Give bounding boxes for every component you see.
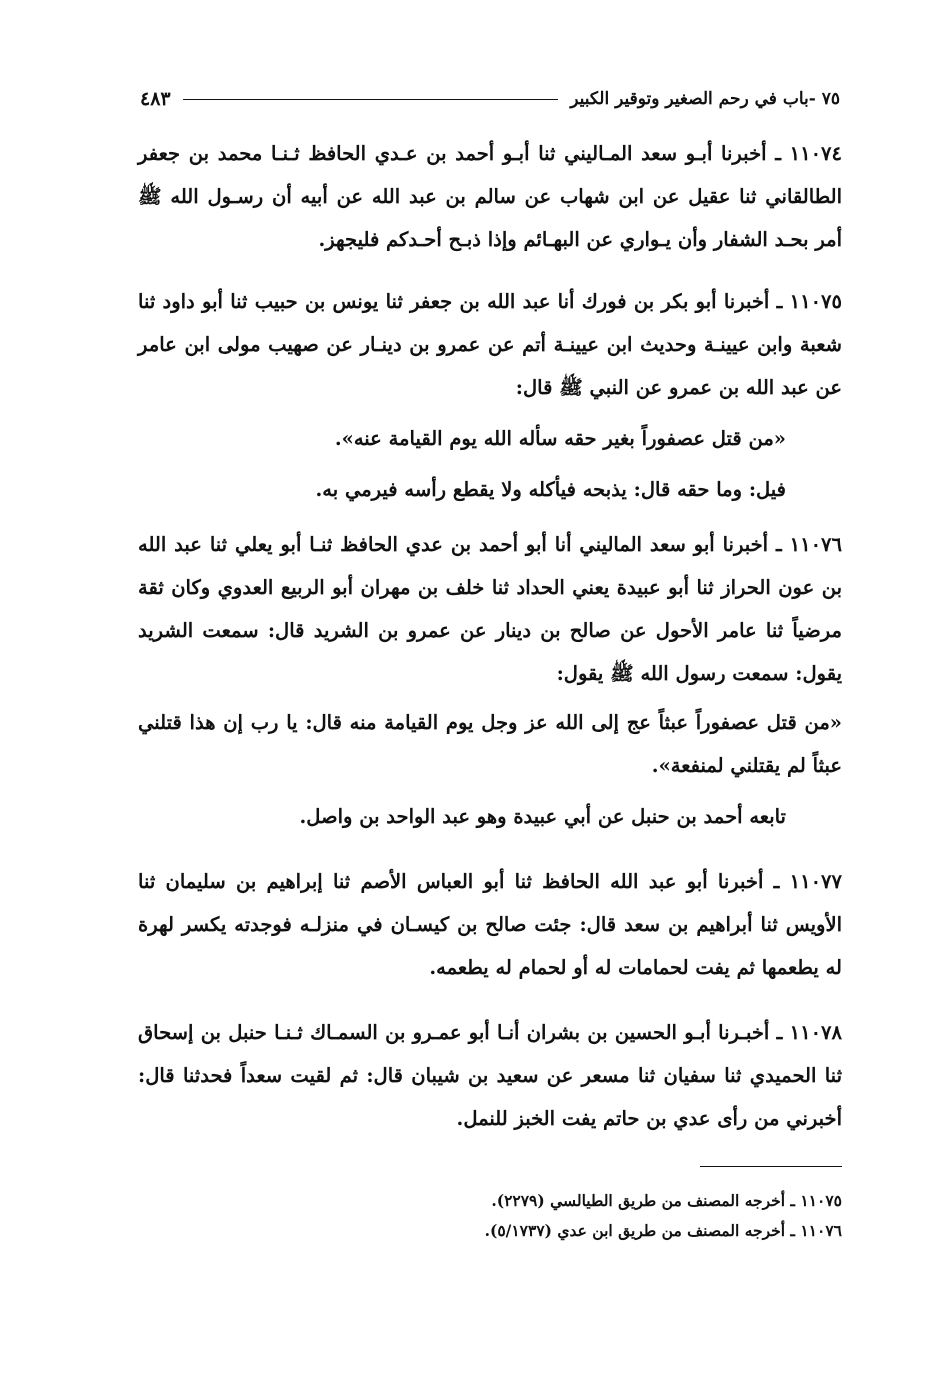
- page-number: ٤٨٣: [140, 88, 171, 110]
- hadith-11075-note: فيل: وما حقه قال: يذبحه فيأكله ولا يقطع رأسه فيرمي به.: [315, 478, 786, 501]
- hadith-11076-quote: «من قتل عصفوراً عبثاً عج إلى الله عز وجل يوم القيامة منه قال: يا رب إن هذا قتلني عبثاً لم يقتلني لمنفعة».: [138, 711, 842, 777]
- hadith-11078: ١١٠٧٨ ـ أخبـرنا أبـو الحسين بن بشران أنـا أبو عمـرو بن السمـاك ثـنـا حنبل بن إسحاق ثنا الحميدي ثنا سفيان ثنا مسعر عن سعيد بن شيبان قال: ثم لقيت سعداً فحدثنا قال: أخبرني من رأى عدي بن حاتم يفت الخبز للنمل.: [138, 1021, 842, 1130]
- footnotes: [138, 1186, 842, 1246]
- footnote-11076: ١١٠٧٦ ـ أخرجه المصنف من طريق ابن عدي (٥/١٧٣٧).: [484, 1221, 842, 1240]
- hadith-11075: ١١٠٧٥ ـ أخبرنا أبو بكر بن فورك أنا عبد الله بن جعفر ثنا يونس بن حبيب ثنا أبو داود ثنا شعبة وابن عيينـة وحديث ابن عيينـة أتم عن عمرو بن دينـار عن صهيب مولى ابن عامر عن عبد الله بن عمرو عن النبي ﷺ قال:: [138, 290, 842, 399]
- main-text: [138, 132, 842, 1159]
- hadith-11076: ١١٠٧٦ ـ أخبرنا أبو سعد الماليني أنا أبو أحمد بن عدي الحافظ ثنـا أبو يعلي ثنا عبد الله بن عون الحراز ثنا أبو عبيدة يعني الحداد ثنا خلف بن مهران أبو الربيع العدوي وكان ثقة مرضياً ثنا عامر الأحول عن صالح بن دينار عن عمرو بن الشريد قال: سمعت الشريد يقول: سمعت رسول الله ﷺ يقول:: [138, 533, 842, 685]
- running-header: [140, 84, 840, 114]
- hadith-11077: ١١٠٧٧ ـ أخبرنا أبو عبد الله الحافظ ثنا أبو العباس الأصم ثنا إبراهيم بن سليمان ثنا الأويس ثنا أبراهيم بن سعد قال: جئت صالح بن كيسـان في منزلـه فوجدته يكسر لهرة له يطعمها ثم يفت لحمامات له أو لحمام له يطعمه.: [138, 870, 842, 979]
- footnote-11075: ١١٠٧٥ ـ أخرجه المصنف من طريق الطيالسي (٢٢٧٩).: [491, 1191, 842, 1210]
- footnote-divider: [700, 1166, 842, 1167]
- chapter-title: ٧٥ -باب في رحم الصغير وتوقير الكبير: [570, 89, 840, 109]
- header-divider: [183, 99, 559, 100]
- hadith-11075-quote: «من قتل عصفوراً بغير حقه سأله الله يوم القيامة عنه».: [334, 427, 786, 450]
- hadith-11074: ١١٠٧٤ ـ أخبرنا أبـو سعد المـاليني ثنا أبـو أحمد بن عـدي الحافظ ثـنـا محمد بن جعفر الطالقاني ثنا عقيل عن ابن شهاب عن سالم بن عبد الله عن أبيه أن رسـول الله ﷺ أمر بحـد الشفار وأن يـواري عن البهـائم وإذا ذبـح أحـدكم فليجهز.: [138, 142, 842, 251]
- hadith-11076-note: تابعه أحمد بن حنبل عن أبي عبيدة وهو عبد الواحد بن واصل.: [299, 805, 786, 828]
